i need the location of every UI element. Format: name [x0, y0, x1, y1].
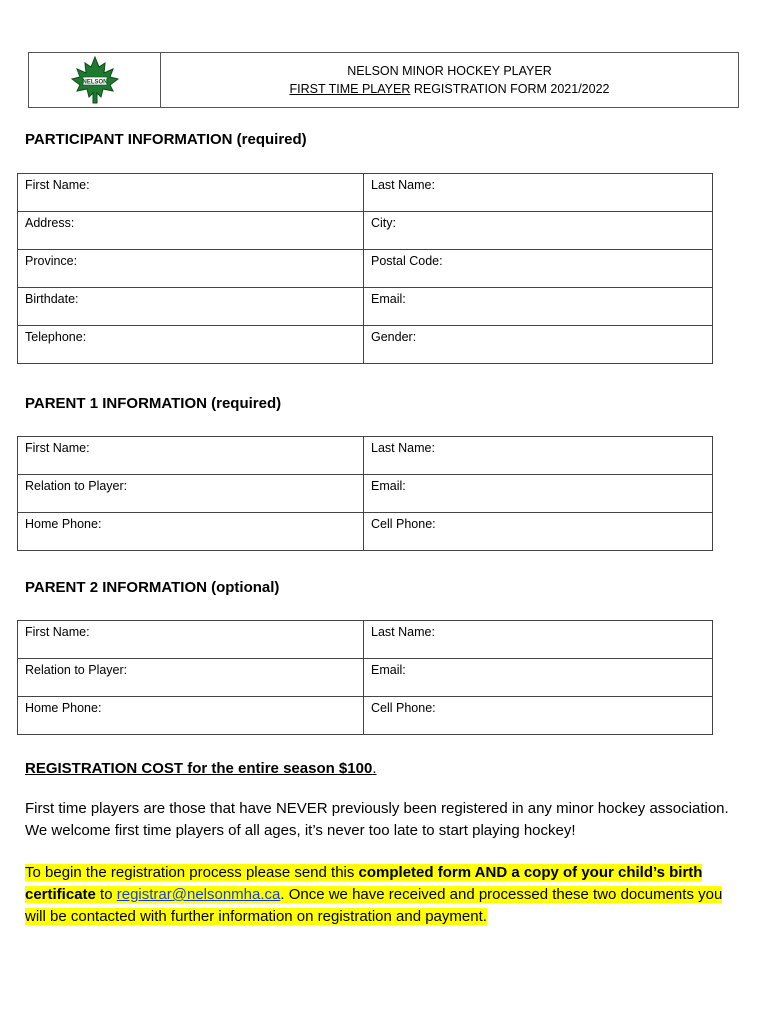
participant-table: [17, 173, 713, 364]
telephone-field[interactable]: Telephone:: [18, 326, 364, 364]
cost-period: .: [372, 760, 377, 777]
parent1-last-name-field[interactable]: Last Name:: [364, 437, 713, 475]
parent2-relation-field[interactable]: Relation to Player:: [18, 659, 364, 697]
parent1-email-field[interactable]: Email:: [364, 475, 713, 513]
instructions-bold: completed form AND a copy of your child’s birth certificate: [25, 864, 703, 903]
title-underlined: FIRST TIME PLAYER: [289, 82, 411, 96]
title-rest: REGISTRATION FORM 2021/2022: [410, 82, 610, 96]
maple-leaf-logo: [70, 55, 120, 105]
parent1-table: [17, 436, 713, 551]
instructions-part2: to: [95, 886, 117, 903]
title-line-1: NELSON MINOR HOCKEY PLAYER: [347, 64, 552, 78]
table-row: [18, 659, 713, 697]
parent2-heading: PARENT 2 INFORMATION (optional): [25, 579, 280, 596]
form-header: [28, 52, 739, 108]
first-name-field[interactable]: First Name:: [18, 174, 364, 212]
parent1-home-phone-field[interactable]: Home Phone:: [18, 513, 364, 551]
info-paragraph: First time players are those that have NEVER previously been registered in any minor hockey association. We welcome first time players of all ages, it’s never too late to start playing hockey!: [25, 800, 729, 839]
table-row: [18, 475, 713, 513]
table-row: [18, 513, 713, 551]
postal-code-field[interactable]: Postal Code:: [364, 250, 713, 288]
logo-text: NELSON: [81, 79, 108, 86]
registration-cost: [25, 760, 376, 777]
province-field[interactable]: Province:: [18, 250, 364, 288]
table-row: [18, 212, 713, 250]
email-field[interactable]: Email:: [364, 288, 713, 326]
parent2-home-phone-field[interactable]: Home Phone:: [18, 697, 364, 735]
parent1-relation-field[interactable]: Relation to Player:: [18, 475, 364, 513]
table-row: [18, 174, 713, 212]
table-row: [18, 697, 713, 735]
logo-cell: [29, 53, 161, 107]
participant-heading: PARTICIPANT INFORMATION (required): [25, 131, 307, 148]
table-row: [18, 250, 713, 288]
table-row: [18, 326, 713, 364]
registrar-email-link[interactable]: registrar@nelsonmha.ca: [116, 886, 281, 903]
parent2-email-field[interactable]: Email:: [364, 659, 713, 697]
instructions-part3: . Once we have received and processed these two documents you will be contacted with further information on registration and payment.: [25, 886, 723, 925]
parent2-cell-phone-field[interactable]: Cell Phone:: [364, 697, 713, 735]
table-row: [18, 437, 713, 475]
title-cell: [161, 53, 738, 107]
gender-field[interactable]: Gender:: [364, 326, 713, 364]
instructions-paragraph: [25, 862, 745, 928]
address-field[interactable]: Address:: [18, 212, 364, 250]
parent2-first-name-field[interactable]: First Name:: [18, 621, 364, 659]
title-line-2: [289, 80, 609, 98]
parent1-heading: PARENT 1 INFORMATION (required): [25, 395, 282, 412]
cost-text: REGISTRATION COST for the entire season $100: [25, 760, 373, 777]
instructions-part1: To begin the registration process please send this: [25, 864, 359, 881]
last-name-field[interactable]: Last Name:: [364, 174, 713, 212]
parent1-first-name-field[interactable]: First Name:: [18, 437, 364, 475]
birthdate-field[interactable]: Birthdate:: [18, 288, 364, 326]
city-field[interactable]: City:: [364, 212, 713, 250]
parent1-cell-phone-field[interactable]: Cell Phone:: [364, 513, 713, 551]
table-row: [18, 621, 713, 659]
parent2-last-name-field[interactable]: Last Name:: [364, 621, 713, 659]
table-row: [18, 288, 713, 326]
parent2-table: [17, 620, 713, 735]
